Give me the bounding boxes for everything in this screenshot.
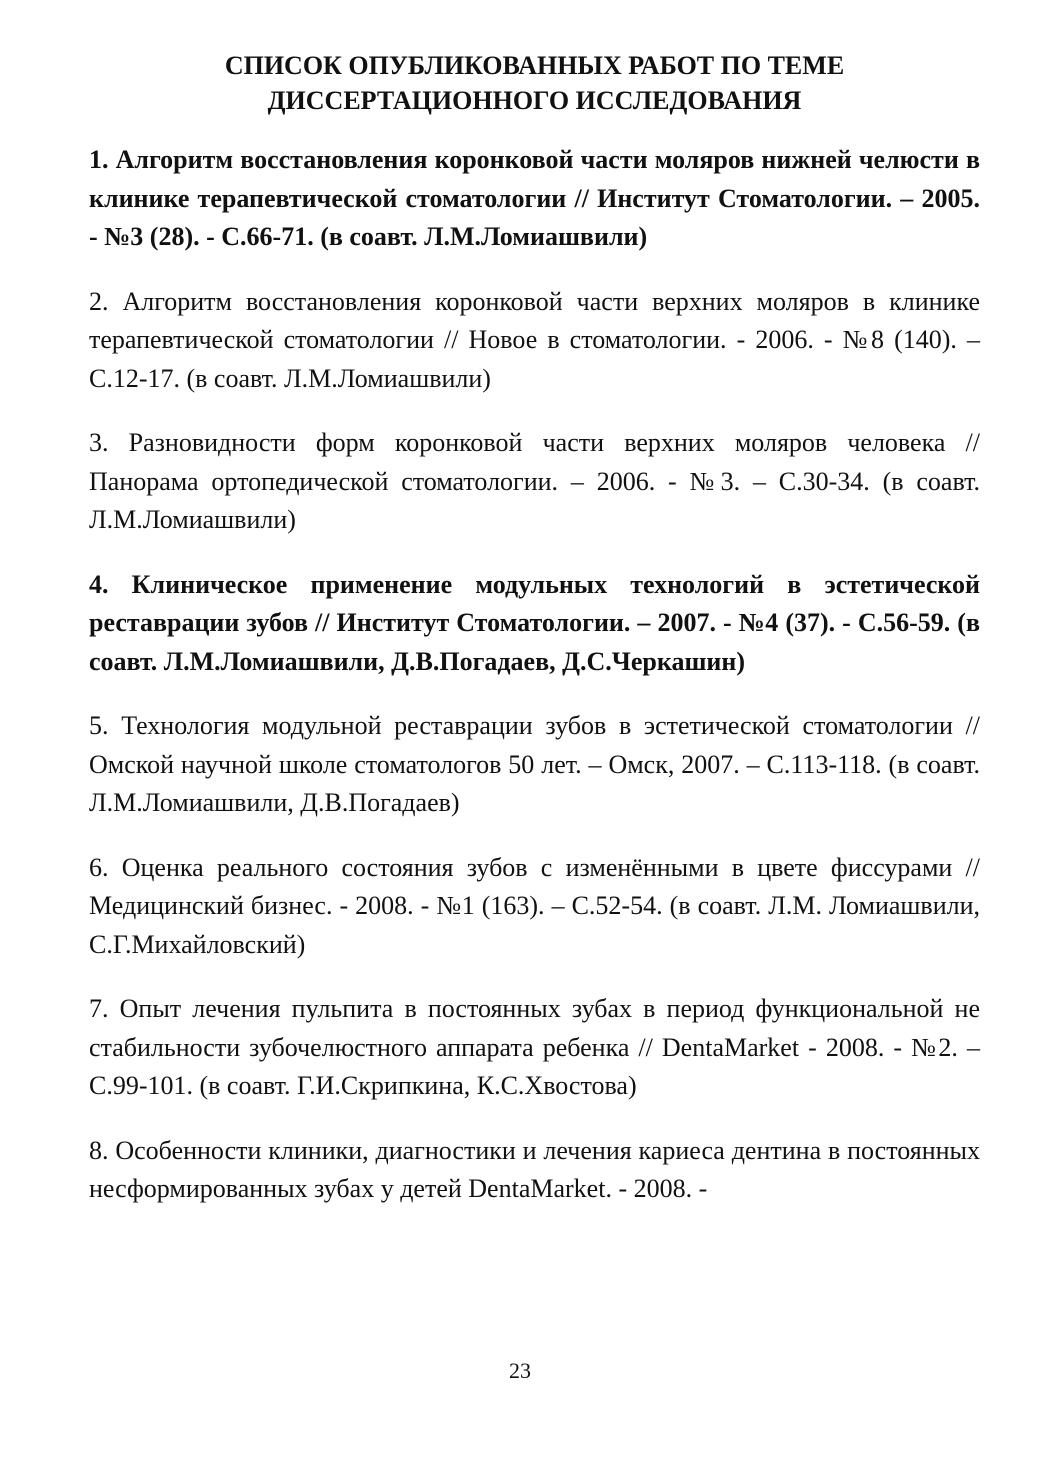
page-title [89,48,980,118]
publication-entry-3: 3. Разновидности форм коронковой части верхних моляров человека // Панорама ортопедической стоматологии. – 2006. - №3. – С.30-34. (в соавт. Л.М.Ломиашвили) [89,428,980,534]
publication-entry-1: 1. Алгоритм восстановления коронковой части моляров нижней челюсти в клинике терапевтической стоматологии // Институт Стоматологии. – 2005. - №3 (28). - С.66-71. (в соавт. Л.М.Ломиашвили) [89,145,980,251]
page-title-line-2: ДИССЕРТАЦИОННОГО ИССЛЕДОВАНИЯ [267,86,802,115]
publication-entry-7: 7. Опыт лечения пульпита в постоянных зубах в период функциональной не стабильности зубочелюстного аппарата ребенка // DentaMarket - 2008. - №2. – С.99-101. (в соавт. Г.И.Скрипкина, К.С.Хвостова) [89,994,980,1100]
publication-entry-5: 5. Технология модульной реставрации зубов в эстетической стоматологии // Омской научной школе стоматологов 50 лет. – Омск, 2007. – С.113-118. (в соавт. Л.М.Ломиашвили, Д.В.Погадаев) [89,711,980,817]
publication-entry-4: 4. Клиническое применение модульных технологий в эстетической реставрации зубов // Институт Стоматологии. – 2007. - №4 (37). - С.56-59. (в соавт. Л.М.Ломиашвили, Д.В.Погадаев, Д.С.Черкашин) [89,569,980,676]
publication-entry-2: 2. Алгоритм восстановления коронковой части верхних моляров в клинике терапевтической стоматологии // Новое в стоматологии. - 2006. - №8 (140). – С.12-17. (в соавт. Л.М.Ломиашвили) [89,286,980,393]
page-number: 23 [509,1358,531,1383]
publication-list [89,141,980,1209]
publication-entry-6: 6. Оценка реального состояния зубов с изменёнными в цвете фиссурами // Медицинский бизнес. - 2008. - №1 (163). – С.52-54. (в соавт. Л.М. Ломиашвили, С.Г.Михайловский) [89,852,980,959]
publication-entry-8: 8. Особенности клиники, диагностики и лечения кариеса дентина в постоянных несформированных зубах у детей DentaMarket. - 2008. - [89,1135,980,1203]
page-title-line-1: СПИСОК ОПУБЛИКОВАННЫХ РАБОТ ПО ТЕМЕ [224,51,845,80]
document-page [89,48,980,1209]
